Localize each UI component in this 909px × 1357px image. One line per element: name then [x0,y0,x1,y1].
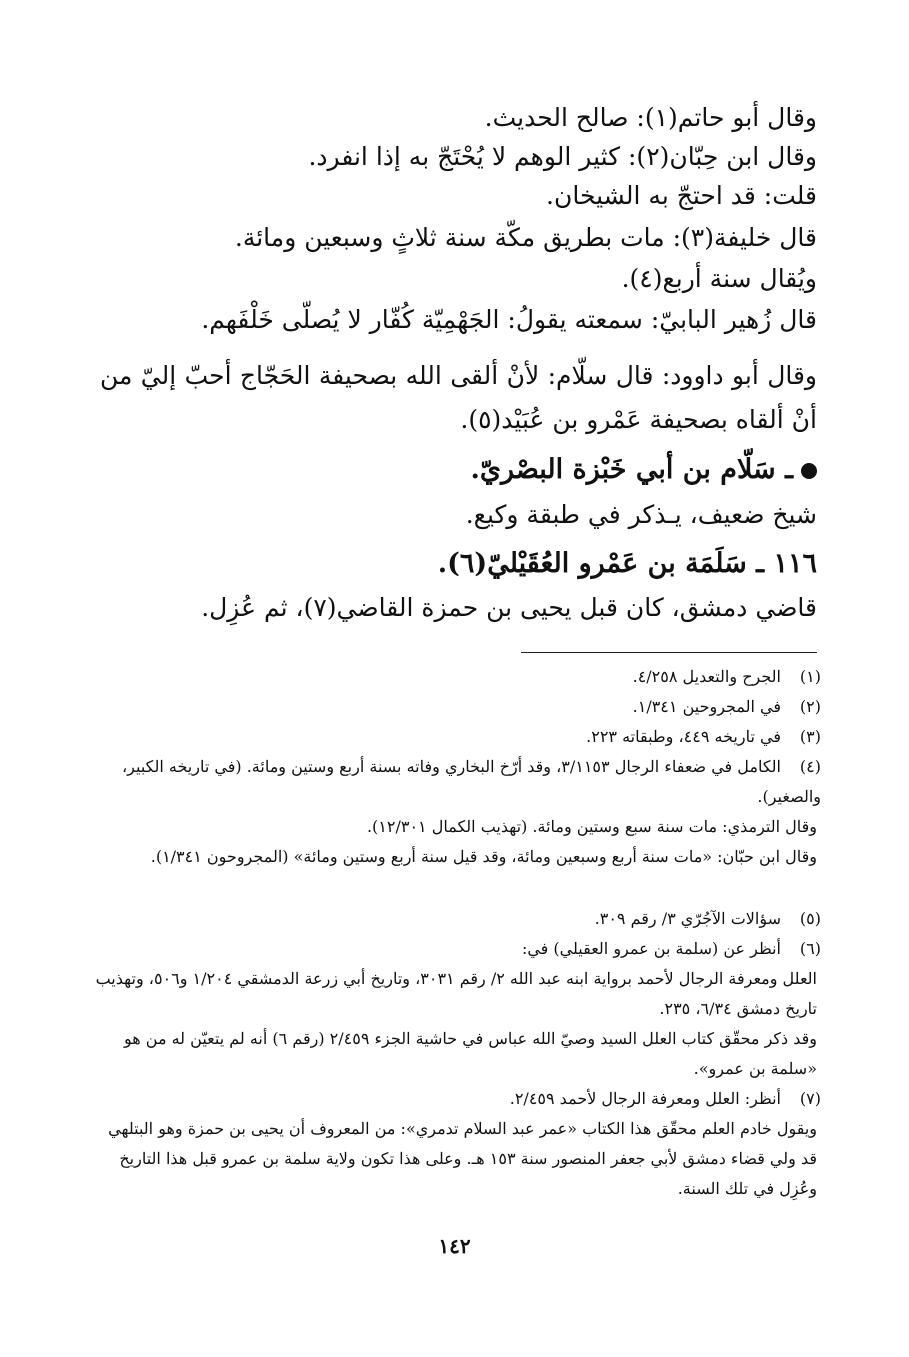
main-paragraph-abu-dawood: وقال أبو داوود: قال سلّام: لأنْ ألقى الله بصحيفة الحَجّاج أحبّ إليّ من أنْ ألقاه بصحيفة عَمْرو بن عُبَيْد(٥). [100,361,817,434]
footnote-number: (٤) [799,757,821,776]
main-line-4: قال خليفة(٣): مات بطريق مكّة سنة ثلاثٍ وسبعين ومائة. [234,223,817,252]
footnote-number: (٦) [799,939,821,958]
main-line-2: وقال ابن حِبّان(٢): كثير الوهم لا يُحْتَجّ به إذا انفرد. [308,142,817,171]
footnote-number: (٥) [799,909,821,928]
main-line-1: وقال أبو حاتم(١): صالح الحديث. [484,103,817,132]
footnote-2 [92,692,821,722]
footnote-text: أنظر: العلل ومعرفة الرجال لأحمد ٢/٤٥٩. [509,1089,781,1108]
footnote-6 [92,934,821,964]
footnote-7 [92,1084,821,1114]
footnote-6-note: وقد ذكر محقّق كتاب العلل السيد وصيّ الله عباس في حاشية الجزء ٢/٤٥٩ (رقم ٦) أنه لم يتعيّن له من هو «سلمة بن عمرو». [123,1029,817,1078]
main-line-3: قلت: قد احتجّ به الشيخان. [546,181,817,210]
bullet-icon [801,463,817,479]
main-line-6: قال زُهير البابيّ: سمعته يقولُ: الجَهْمِيّة كُفّار لا يُصلّى خَلْفَهم. [201,305,817,334]
page-number: ١٤٢ [438,1234,471,1258]
footnote-text: الكامل في ضعفاء الرجال ٣/١١٥٣، وقد أرّخ البخاري وفاته بسنة أربع وستين ومائة. (في تاريخه الكبير، والصغير). [122,757,821,806]
footnote-4-ibn-hibban: وقال ابن حبّان: «مات سنة أربع وسبعين ومائة، وقد قيل سنة أربع وستين ومائة» (المجروحون ١/٣٤١). [150,847,817,866]
footnote-text: أنظر عن (سلمة بن عمرو العقيلي) في: [521,939,781,958]
main-line-5: ويُقال سنة أربع(٤). [621,264,817,293]
entry-heading-sallam-text: ـ سَلّام بن أبي خَبْزة البصْريّ. [470,454,793,485]
footnote-number: (٢) [799,697,821,716]
footnote-6-sources: العلل ومعرفة الرجال لأحمد برواية ابنه عبد الله ٢/ رقم ٣٠٣١، وتاريخ أبي زرعة الدمشقي ١/٢٠٤ و٥٠٦، وتهذيب تاريخ دمشق ٦/٣٤، ٢٣٥. [95,969,817,1018]
footnote-number: (٧) [799,1089,821,1108]
footnote-1 [92,662,821,692]
footnote-number: (٣) [799,727,821,746]
entry-text-116: قاضي دمشق، كان قبل يحيى بن حمزة القاضي(٧)، ثم عُزِل. [201,593,817,622]
entry-heading-116: ١١٦ ـ سَلَمَة بن عَمْرو العُقَيْليّ(٦). [437,548,817,579]
footnote-5 [92,904,821,934]
footnote-text: في تاريخه ٤٤٩، وطبقاته ٢٢٣. [586,727,781,746]
footnote-text: الجرح والتعديل ٤/٢٥٨. [632,667,781,686]
footnote-number: (١) [799,667,821,686]
entry-heading-sallam [100,450,817,490]
footnote-text: في المجروحين ١/٣٤١. [632,697,781,716]
footnote-separator [521,652,817,653]
footnote-3 [92,722,821,752]
footnote-4 [92,752,821,812]
entry-text-sallam: شيخ ضعيف، يـذكر في طبقة وكيع. [465,500,817,529]
footnote-4-tirmidhi: وقال الترمذي: مات سنة سبع وستين ومائة. (تهذيب الكمال ١٢/٣٠١). [366,817,817,836]
footnote-text: سؤالات الآجُرّي ٣/ رقم ٣٠٩. [594,909,781,928]
footnote-7-editor-note: ويقول خادم العلم محقّق هذا الكتاب «عمر عبد السلام تدمري»: من المعروف أن يحيى بن حمزة وهو البتلهي قد ولي قضاء دمشق لأبي جعفر المنصور سنة ١٥٣ هـ. وعلى هذا تكون ولاية سلمة بن عمرو قبل هذا التاريخ وعُزِل في تلك السنة. [108,1119,817,1198]
